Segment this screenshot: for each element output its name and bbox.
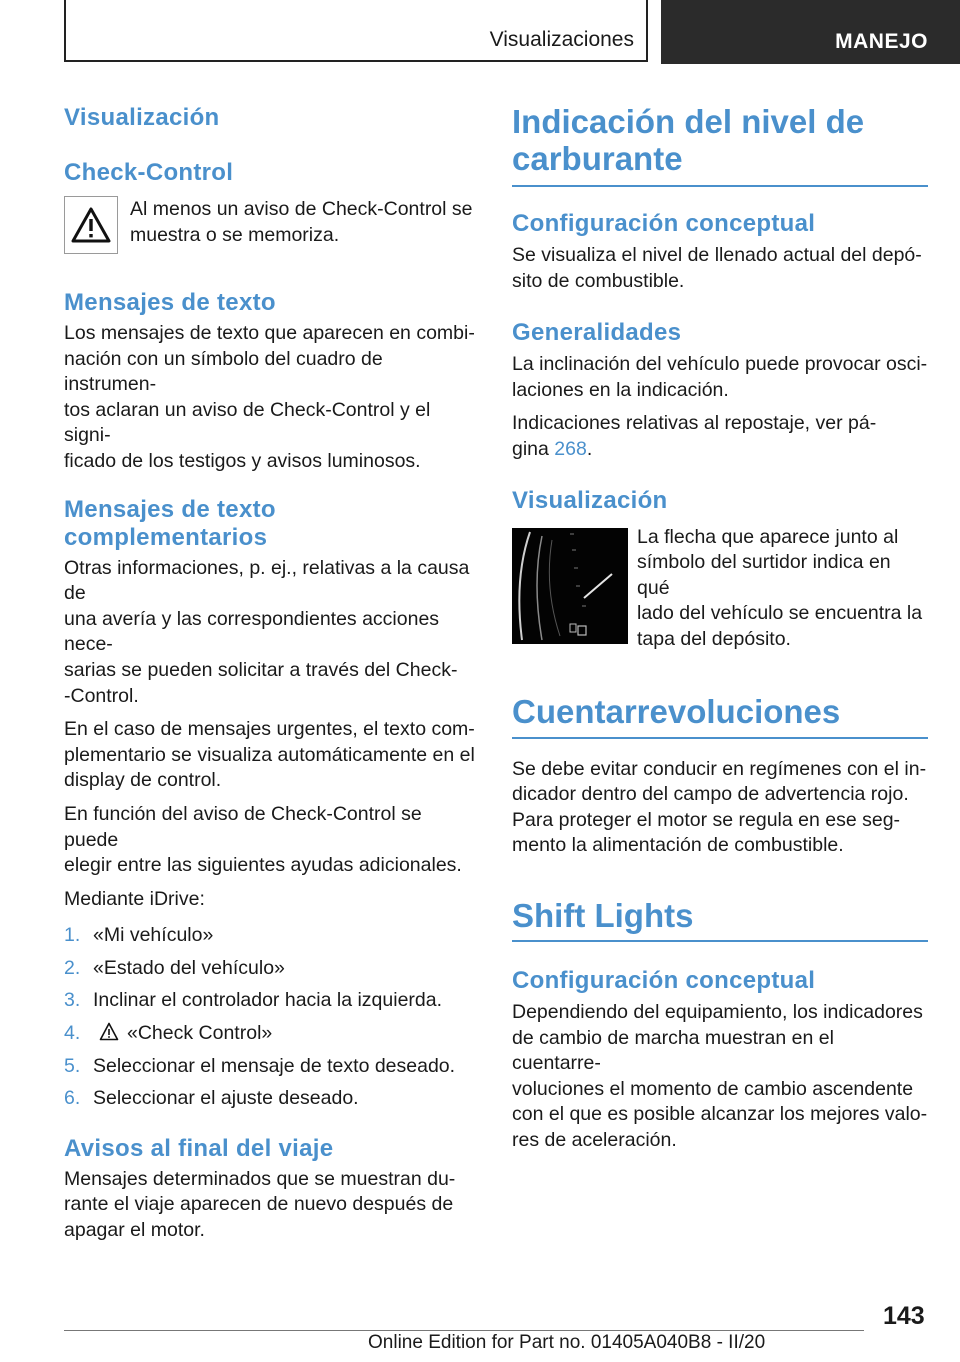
paragraph-line: nación con un símbolo del cuadro de instrumen- [64, 347, 383, 396]
paragraph-line: dicador dentro del campo de advertencia rojo. [512, 783, 909, 806]
paragraph-line: elegir entre las siguientes ayudas adicionales. [64, 854, 462, 877]
avisos-paragraph [64, 1167, 478, 1244]
paragraph-line: Para proteger el motor se regula en ese seg- [512, 808, 901, 831]
paragraph-line: sarias se pueden solicitar a través del Check- [64, 658, 458, 681]
complementarios-paragraph-2 [64, 717, 478, 794]
header-section-title: Visualizaciones [489, 28, 634, 51]
list-item [64, 956, 478, 982]
check-control-text-line: Al menos un aviso de Check-Control se [130, 198, 473, 220]
step-number: 2. [64, 956, 81, 979]
paragraph-line: símbolo del surtidor indica en qué [637, 551, 891, 599]
paragraph-line: Se visualiza el nivel de llenado actual del depó- [512, 244, 922, 266]
config1-paragraph [512, 243, 928, 294]
mensajes-texto-paragraph [64, 321, 478, 475]
step-text: Inclinar el controlador hacia la izquierda. [93, 989, 443, 1012]
fuel-display-block [512, 525, 928, 653]
heading-cuentarrevoluciones: Cuentarrevoluciones [512, 692, 841, 730]
paragraph-line: Los mensajes de texto que aparecen en combi- [64, 322, 475, 344]
header-chapter-tab [661, 0, 960, 64]
paragraph-line: En función del aviso de Check-Control se puede [64, 802, 422, 851]
heading-visualizacion-fuel: Visualización [512, 486, 668, 514]
paragraph-line: Dependiendo del equipamiento, los indicadores [512, 1000, 923, 1023]
list-item [64, 1086, 478, 1112]
complementarios-paragraph-1 [64, 556, 478, 710]
cuentarrevoluciones-paragraph [512, 757, 928, 859]
step-number: 1. [64, 924, 81, 947]
step-text: Seleccionar el ajuste deseado. [93, 1087, 359, 1110]
check-control-warning [64, 196, 478, 254]
heading-configuracion-conceptual: Configuración conceptual [512, 210, 816, 237]
paragraph-line: lado del vehículo se encuentra la [637, 602, 923, 625]
heading-visualizacion: Visualización [64, 104, 220, 131]
paragraph-line: Se debe evitar conducir en regímenes con el in- [512, 757, 927, 780]
step-number: 5. [64, 1054, 81, 1077]
paragraph-line: tos aclaran un aviso de Check-Control y el signi- [64, 398, 431, 447]
warning-triangle-icon [99, 1021, 119, 1047]
paragraph-line: rante el viaje aparecen de nuevo después de [64, 1193, 454, 1216]
paragraph-line: tapa del depósito. [637, 627, 791, 650]
paragraph-line: mento la alimentación de combustible. [512, 834, 844, 857]
step-text: «Estado del vehículo» [93, 956, 285, 979]
paragraph-line: ficado de los testigos y avisos luminosos. [64, 449, 421, 472]
section-divider [512, 940, 928, 942]
check-control-text-line: muestra o se memoriza. [130, 223, 340, 246]
complementarios-paragraph-3 [64, 802, 478, 879]
heading-configuracion-conceptual-2: Configuración conceptual [512, 966, 816, 994]
section-divider [512, 737, 928, 739]
paragraph-line: La flecha que aparece junto al [637, 525, 899, 548]
step-text: Seleccionar el mensaje de texto deseado. [93, 1054, 456, 1077]
paragraph-line: de cambio de marcha muestran en el cuentarre- [512, 1026, 834, 1075]
paragraph-line: con el que es posible alcanzar los mejores valo- [512, 1103, 928, 1126]
heading-mensajes-de-texto: Mensajes de texto [64, 289, 276, 316]
paragraph-line: -Control. [64, 684, 139, 707]
paragraph-line: una avería y las correspondientes acciones nece- [64, 607, 440, 656]
warning-triangle-icon [64, 196, 118, 254]
paragraph-line: display de control. [64, 769, 222, 792]
step-number: 6. [64, 1087, 81, 1110]
step-number: 4. [64, 1022, 81, 1045]
heading-line: carburante [512, 140, 683, 177]
heading-nivel-carburante [512, 103, 928, 177]
header-chapter-title: MANEJO [835, 30, 928, 53]
list-item [64, 923, 478, 949]
heading-generalidades: Generalidades [512, 319, 682, 347]
page-number: 143 [883, 1302, 925, 1330]
step-number: 3. [64, 989, 81, 1012]
paragraph-line: plementario se visualiza automáticamente en el [64, 743, 475, 766]
heading-mensajes-complementarios: Mensajes de texto complementarios [64, 495, 276, 551]
mediante-idrive: Mediante iDrive: [64, 887, 205, 910]
header-section-tab [64, 0, 648, 62]
generalidades-paragraph-1 [512, 352, 928, 403]
footer-edition-text: Online Edition for Part no. 01405A040B8 - II/20 [368, 1332, 766, 1353]
list-item [64, 1021, 478, 1047]
step-text: «Mi vehículo» [93, 924, 214, 947]
paragraph-line: Otras informaciones, p. ej., relativas a la causa de [64, 556, 470, 605]
step-text: «Check Control» [127, 1022, 273, 1045]
list-item [64, 1054, 478, 1080]
text-span: gina [512, 437, 555, 460]
heading-check-control: Check-Control [64, 159, 234, 186]
page-reference-link[interactable]: 268 [554, 437, 587, 460]
list-item [64, 988, 478, 1014]
heading-avisos-final-viaje: Avisos al final del viaje [64, 1134, 334, 1162]
paragraph-line: voluciones el momento de cambio ascendente [512, 1077, 914, 1100]
generalidades-paragraph-2 [512, 411, 928, 462]
paragraph-line: apagar el motor. [64, 1219, 205, 1242]
paragraph-line: sito de combustible. [512, 269, 685, 292]
paragraph-line: Mensajes determinados que se muestran du- [64, 1167, 456, 1190]
footer-divider [64, 1330, 864, 1331]
paragraph-line: laciones en la indicación. [512, 378, 729, 401]
section-divider [512, 185, 928, 187]
right-column [512, 96, 928, 1153]
text-span: . [586, 437, 593, 460]
left-column [64, 96, 478, 1244]
config2-paragraph [512, 1000, 928, 1154]
heading-shift-lights: Shift Lights [512, 896, 694, 934]
paragraph-line: En el caso de mensajes urgentes, el texto com- [64, 718, 475, 741]
paragraph-line: La inclinación del vehículo puede provocar osci- [512, 353, 928, 376]
fuel-gauge-image [512, 528, 628, 644]
paragraph-line: res de aceleración. [512, 1128, 677, 1151]
fuel-description [637, 525, 928, 653]
paragraph-line: Indicaciones relativas al repostaje, ver pá- [512, 412, 877, 435]
heading-line: Indicación del nivel de [512, 103, 865, 140]
paragraph-line [512, 437, 928, 463]
idrive-steps-list [64, 923, 478, 1112]
